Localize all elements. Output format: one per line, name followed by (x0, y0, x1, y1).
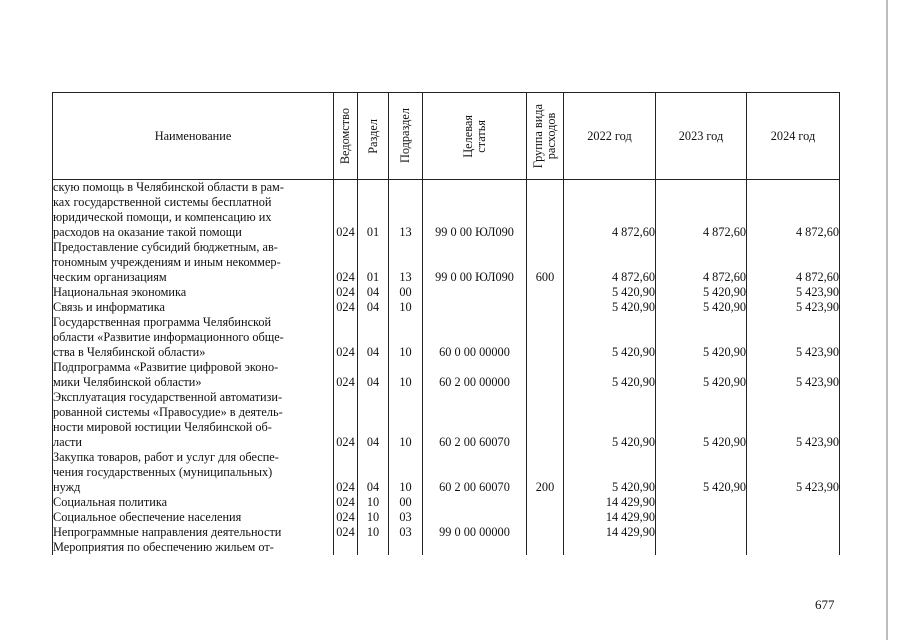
subsection-cell: 10 (389, 315, 423, 360)
row-name-cell (53, 390, 334, 450)
amount-2022-cell: 14 429,90 (564, 495, 656, 510)
section-cell: 10 (358, 510, 389, 525)
header-exp-line2: расходов (544, 112, 558, 160)
header-target-label (462, 115, 488, 158)
section-cell: 04 (358, 300, 389, 315)
row-name-cell (53, 300, 334, 315)
row-name-line: Подпрограмма «Развитие цифровой эконо- (53, 360, 279, 374)
exp-group-cell (527, 285, 564, 300)
table-body (53, 180, 840, 556)
dept-cell (334, 540, 358, 555)
section-cell: 10 (358, 495, 389, 510)
dept-cell: 024 (334, 450, 358, 495)
row-name-line: Связь и информатика (53, 300, 165, 314)
amount-2022-cell: 4 872,60 (564, 240, 656, 285)
row-name-line: Национальная экономика (53, 285, 187, 299)
dept-cell: 024 (334, 495, 358, 510)
dept-cell: 024 (334, 360, 358, 390)
table-row (53, 540, 840, 555)
row-name-line: области «Развитие информационного обще- (53, 330, 284, 344)
exp-group-cell (527, 360, 564, 390)
dept-cell: 024 (334, 390, 358, 450)
target-cell: 60 2 00 60070 (423, 450, 527, 495)
exp-group-cell (527, 540, 564, 555)
amount-2024-cell: 5 423,90 (747, 300, 840, 315)
row-name-cell (53, 540, 334, 555)
target-cell (423, 510, 527, 525)
row-name-line: ках государственной системы бесплатной (53, 195, 272, 209)
section-cell: 04 (358, 450, 389, 495)
amount-2022-cell: 14 429,90 (564, 525, 656, 540)
amount-2024-cell: 5 423,90 (747, 450, 840, 495)
header-exp-line1: Группа вида (531, 103, 545, 169)
amount-2023-cell: 5 420,90 (656, 285, 747, 300)
amount-2023-cell: 5 420,90 (656, 360, 747, 390)
table-row (53, 360, 840, 390)
amount-2023-cell (656, 495, 747, 510)
header-subsection-label: Подраздел (398, 108, 412, 164)
table-header-row (53, 93, 840, 180)
table-row (53, 240, 840, 285)
amount-2023-cell (656, 525, 747, 540)
row-name-line: Государственная программа Челябинской (53, 315, 272, 329)
amount-2023-cell: 5 420,90 (656, 450, 747, 495)
row-name-line: мики Челябинской области» (53, 375, 202, 389)
exp-group-cell: 600 (527, 240, 564, 285)
table-row (53, 390, 840, 450)
table-row (53, 180, 840, 241)
subsection-cell: 10 (389, 300, 423, 315)
subsection-cell: 00 (389, 285, 423, 300)
exp-group-cell (527, 495, 564, 510)
row-name-line: ства в Челябинской области» (53, 345, 206, 359)
header-dept (334, 93, 358, 180)
amount-2024-cell (747, 525, 840, 540)
section-cell: 04 (358, 360, 389, 390)
row-name-line: Закупка товаров, работ и услуг для обеспе- (53, 450, 279, 464)
page-edge-line (886, 0, 888, 640)
exp-group-cell (527, 510, 564, 525)
exp-group-cell (527, 390, 564, 450)
header-2023: 2023 год (656, 93, 747, 180)
target-cell: 60 2 00 00000 (423, 360, 527, 390)
row-name-line: чения государственных (муниципальных) (53, 465, 273, 479)
target-cell: 99 0 00 ЮЛ090 (423, 180, 527, 241)
row-name-cell (53, 285, 334, 300)
row-name-cell (53, 495, 334, 510)
table-row (53, 495, 840, 510)
row-name-line: скую помощь в Челябинской области в рам- (53, 180, 284, 194)
budget-table (52, 92, 840, 555)
subsection-cell: 13 (389, 180, 423, 241)
row-name-cell (53, 525, 334, 540)
section-cell: 04 (358, 285, 389, 300)
dept-cell: 024 (334, 285, 358, 300)
row-name-line: ческим организациям (53, 270, 167, 284)
exp-group-cell: 200 (527, 450, 564, 495)
subsection-cell: 03 (389, 510, 423, 525)
amount-2023-cell: 5 420,90 (656, 300, 747, 315)
row-name-line: Мероприятия по обеспечению жильем от- (53, 540, 274, 554)
dept-cell: 024 (334, 525, 358, 540)
header-2022: 2022 год (564, 93, 656, 180)
header-target-line1: Целевая (460, 114, 475, 158)
amount-2022-cell: 14 429,90 (564, 510, 656, 525)
subsection-cell: 13 (389, 240, 423, 285)
amount-2022-cell: 5 420,90 (564, 450, 656, 495)
dept-cell: 024 (334, 300, 358, 315)
target-cell (423, 540, 527, 555)
row-name-line: Эксплуатация государственной автоматизи- (53, 390, 283, 404)
amount-2023-cell (656, 510, 747, 525)
dept-cell: 024 (334, 315, 358, 360)
header-target (423, 93, 527, 180)
amount-2023-cell: 5 420,90 (656, 315, 747, 360)
header-subsection (389, 93, 423, 180)
header-exp-label (532, 104, 558, 168)
row-name-line: нужд (53, 480, 81, 494)
table-row (53, 300, 840, 315)
section-cell (358, 540, 389, 555)
section-cell: 04 (358, 315, 389, 360)
exp-group-cell (527, 315, 564, 360)
dept-cell: 024 (334, 180, 358, 241)
header-name: Наименование (53, 93, 334, 180)
amount-2023-cell: 4 872,60 (656, 240, 747, 285)
subsection-cell: 00 (389, 495, 423, 510)
target-cell: 99 0 00 00000 (423, 525, 527, 540)
header-target-line2: статья (473, 119, 488, 153)
amount-2022-cell: 5 420,90 (564, 360, 656, 390)
section-cell: 01 (358, 180, 389, 241)
target-cell (423, 285, 527, 300)
amount-2024-cell (747, 510, 840, 525)
row-name-line: ласти (53, 435, 83, 449)
amount-2024-cell: 5 423,90 (747, 315, 840, 360)
header-2024: 2024 год (747, 93, 840, 180)
section-cell: 10 (358, 525, 389, 540)
header-section-label: Раздел (365, 118, 380, 154)
amount-2024-cell: 5 423,90 (747, 360, 840, 390)
subsection-cell (389, 540, 423, 555)
row-name-cell (53, 240, 334, 285)
row-name-line: ности мировой юстиции Челябинской об- (53, 420, 272, 434)
exp-group-cell (527, 180, 564, 241)
subsection-cell: 10 (389, 390, 423, 450)
amount-2023-cell: 4 872,60 (656, 180, 747, 241)
target-cell: 60 0 00 00000 (423, 315, 527, 360)
exp-group-cell (527, 300, 564, 315)
table-row (53, 315, 840, 360)
amount-2024-cell: 4 872,60 (747, 240, 840, 285)
table-row (53, 525, 840, 540)
amount-2022-cell: 5 420,90 (564, 285, 656, 300)
header-dept-label: Ведомство (338, 107, 352, 165)
table-row (53, 510, 840, 525)
section-cell: 04 (358, 390, 389, 450)
target-cell (423, 300, 527, 315)
subsection-cell: 10 (389, 450, 423, 495)
amount-2022-cell: 5 420,90 (564, 390, 656, 450)
dept-cell: 024 (334, 510, 358, 525)
row-name-cell (53, 510, 334, 525)
amount-2024-cell: 4 872,60 (747, 180, 840, 241)
table-row (53, 285, 840, 300)
page-number: 677 (815, 597, 835, 612)
amount-2023-cell (656, 540, 747, 555)
amount-2022-cell: 5 420,90 (564, 300, 656, 315)
header-section (358, 93, 389, 180)
amount-2024-cell (747, 495, 840, 510)
amount-2024-cell: 5 423,90 (747, 285, 840, 300)
target-cell: 99 0 00 ЮЛ090 (423, 240, 527, 285)
row-name-cell (53, 450, 334, 495)
amount-2023-cell: 5 420,90 (656, 390, 747, 450)
row-name-cell (53, 360, 334, 390)
row-name-line: Непрограммные направления деятельности (53, 525, 282, 539)
row-name-line: Социальная политика (53, 495, 168, 509)
header-exp-group (527, 93, 564, 180)
row-name-line: юридической помощи, и компенсацию их (53, 210, 272, 224)
row-name-cell (53, 315, 334, 360)
section-cell: 01 (358, 240, 389, 285)
row-name-line: рованной системы «Правосудие» в деятель- (53, 405, 283, 419)
target-cell (423, 495, 527, 510)
row-name-line: Предоставление субсидий бюджетным, ав- (53, 240, 278, 254)
row-name-line: расходов на оказание такой помощи (53, 225, 242, 239)
target-cell: 60 2 00 60070 (423, 390, 527, 450)
amount-2022-cell: 5 420,90 (564, 315, 656, 360)
exp-group-cell (527, 525, 564, 540)
amount-2024-cell (747, 540, 840, 555)
amount-2022-cell: 4 872,60 (564, 180, 656, 241)
row-name-line: тономным учреждениям и иным некоммер- (53, 255, 281, 269)
amount-2024-cell: 5 423,90 (747, 390, 840, 450)
dept-cell: 024 (334, 240, 358, 285)
table-row (53, 450, 840, 495)
amount-2022-cell (564, 540, 656, 555)
row-name-line: Социальное обеспечение населения (53, 510, 242, 524)
subsection-cell: 03 (389, 525, 423, 540)
row-name-cell (53, 180, 334, 241)
subsection-cell: 10 (389, 360, 423, 390)
